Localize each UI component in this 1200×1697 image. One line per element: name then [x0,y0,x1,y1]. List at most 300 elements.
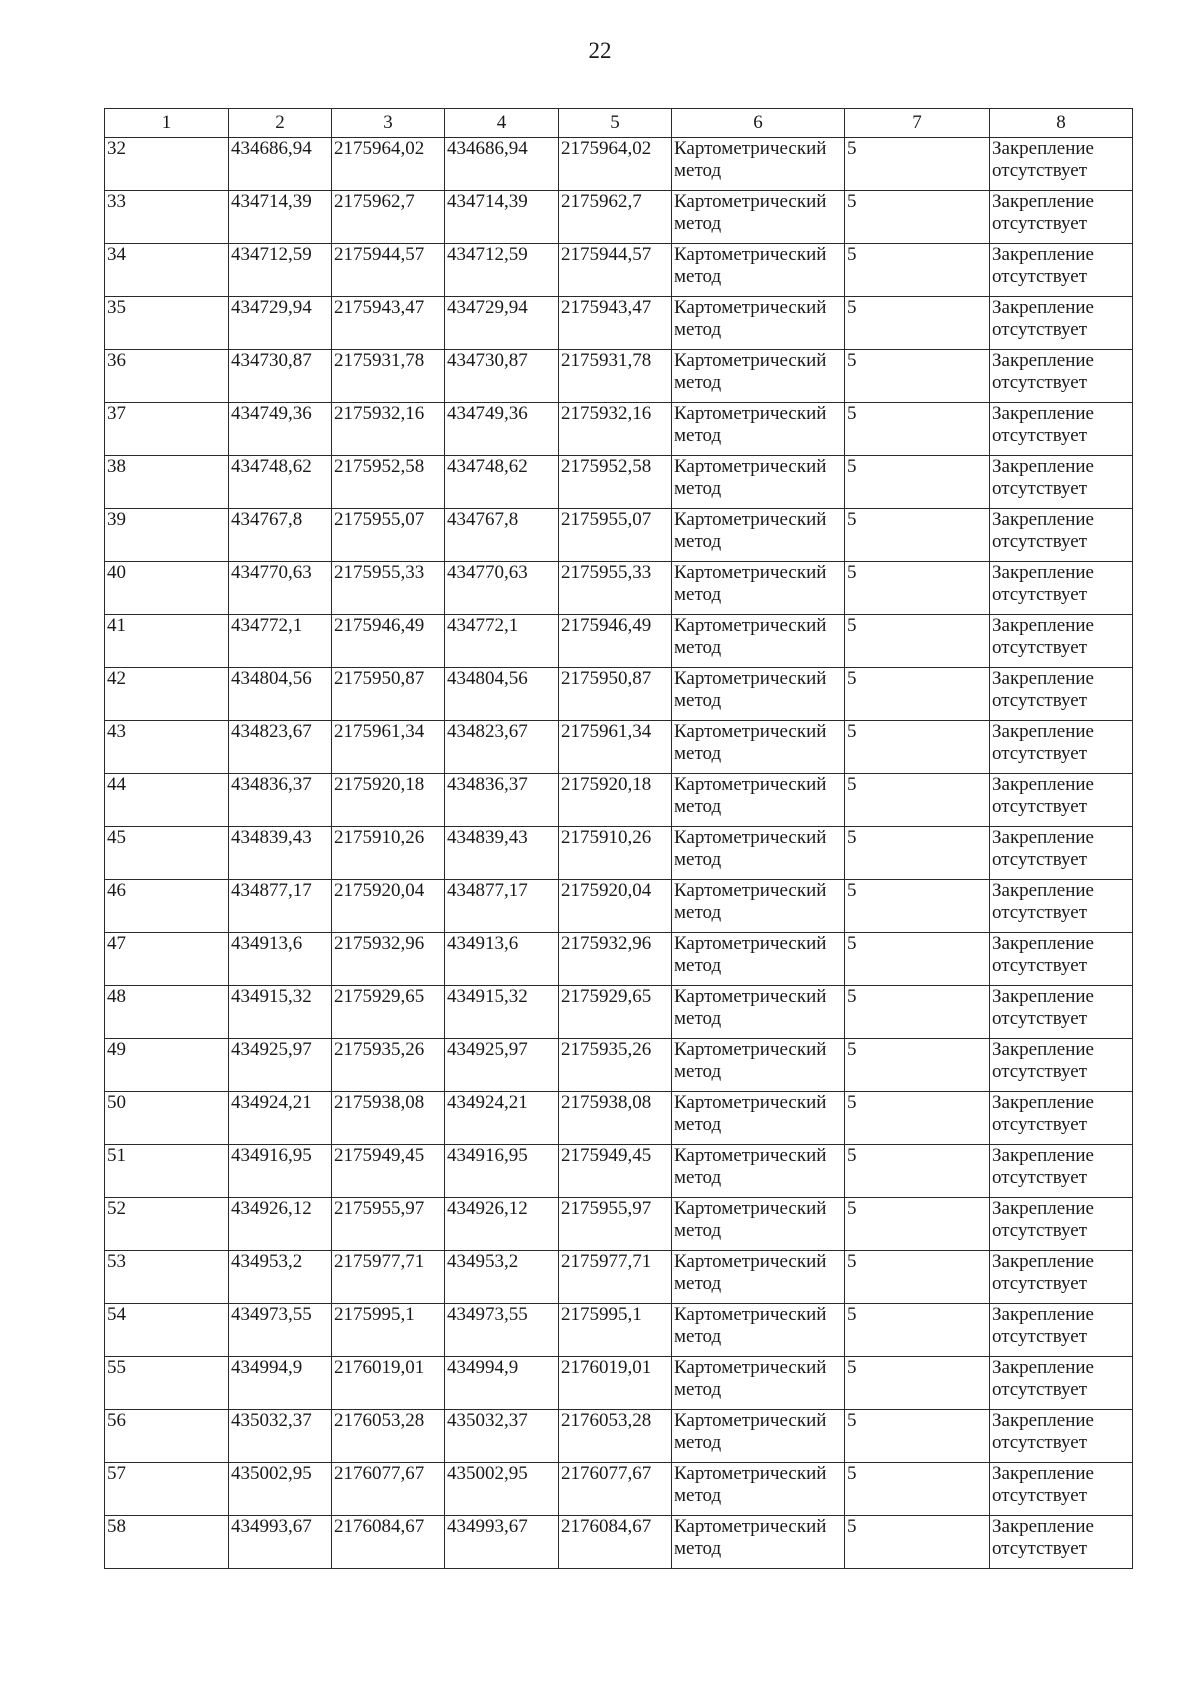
x-cell: 434749,36 [229,403,332,456]
method-cell [672,1516,845,1569]
method-cell [672,668,845,721]
fixing-cell [990,615,1133,668]
y-cell: 2175920,04 [559,880,672,933]
method-text: Картометрический [674,880,827,901]
y-cell: 2175920,04 [332,880,445,933]
method-text: Картометрический [674,191,827,212]
method-cell [672,138,845,191]
method-cell [672,774,845,827]
page-number: 22 [588,38,612,63]
method-text: метод [674,1008,722,1029]
method-text: метод [674,1485,722,1506]
fixing-text: Закрепление [992,986,1094,1007]
fixing-text: Закрепление [992,191,1094,212]
precision-cell: 5 [845,986,990,1039]
x-cell: 434924,21 [229,1092,332,1145]
method-text: Картометрический [674,774,827,795]
fixing-text: отсутствует [992,955,1088,976]
column-header: 6 [672,109,845,138]
x-cell: 434772,1 [445,615,559,668]
y-cell: 2175938,08 [332,1092,445,1145]
method-text: Картометрический [674,933,827,954]
fixing-text: отсутствует [992,902,1088,923]
fixing-text: Закрепление [992,350,1094,371]
x-cell: 434749,36 [445,403,559,456]
method-text: Картометрический [674,456,827,477]
fixing-text: Закрепление [992,721,1094,742]
method-text: Картометрический [674,1145,827,1166]
x-cell: 434926,12 [229,1198,332,1251]
table-row [105,562,1133,615]
fixing-text: отсутствует [992,1432,1088,1453]
x-cell: 434729,94 [229,297,332,350]
x-cell: 434913,6 [229,933,332,986]
table-row [105,1463,1133,1516]
point-number-cell: 37 [105,403,229,456]
method-cell [672,244,845,297]
fixing-cell [990,509,1133,562]
x-cell: 434924,21 [445,1092,559,1145]
y-cell: 2175932,96 [332,933,445,986]
method-text: Картометрический [674,1463,827,1484]
method-text: Картометрический [674,562,827,583]
point-number-cell: 52 [105,1198,229,1251]
table-row [105,986,1133,1039]
fixing-text: Закрепление [992,456,1094,477]
y-cell: 2175944,57 [332,244,445,297]
method-cell [672,827,845,880]
method-cell [672,456,845,509]
fixing-text: Закрепление [992,1092,1094,1113]
method-cell [672,403,845,456]
x-cell: 434770,63 [445,562,559,615]
table-row [105,1251,1133,1304]
table-row [105,138,1133,191]
method-cell [672,1251,845,1304]
x-cell: 434730,87 [229,350,332,403]
precision-cell: 5 [845,1357,990,1410]
precision-cell: 5 [845,827,990,880]
y-cell: 2176019,01 [332,1357,445,1410]
y-cell: 2175955,07 [332,509,445,562]
x-cell: 434712,59 [445,244,559,297]
fixing-cell [990,403,1133,456]
fixing-text: отсутствует [992,743,1088,764]
precision-cell: 5 [845,562,990,615]
method-text: метод [674,425,722,446]
method-cell [672,615,845,668]
fixing-text: Закрепление [992,1357,1094,1378]
y-cell: 2175931,78 [332,350,445,403]
column-header: 2 [229,109,332,138]
y-cell: 2176053,28 [332,1410,445,1463]
x-cell: 434730,87 [445,350,559,403]
table-row [105,1198,1133,1251]
point-number-cell: 38 [105,456,229,509]
method-text: метод [674,319,722,340]
method-text: Картометрический [674,1516,827,1537]
x-cell: 434823,67 [229,721,332,774]
point-number-cell: 39 [105,509,229,562]
x-cell: 434913,6 [445,933,559,986]
method-text: метод [674,690,722,711]
x-cell: 435002,95 [229,1463,332,1516]
method-cell [672,1357,845,1410]
method-cell [672,721,845,774]
fixing-text: Закрепление [992,1145,1094,1166]
x-cell: 434804,56 [229,668,332,721]
table-row [105,1516,1133,1569]
method-cell [672,509,845,562]
fixing-text: отсутствует [992,1326,1088,1347]
y-cell: 2175962,7 [332,191,445,244]
x-cell: 434748,62 [229,456,332,509]
fixing-text: Закрепление [992,1516,1094,1537]
fixing-text: Закрепление [992,1039,1094,1060]
fixing-text: отсутствует [992,372,1088,393]
fixing-text: отсутствует [992,531,1088,552]
method-text: Картометрический [674,1251,827,1272]
point-number-cell: 35 [105,297,229,350]
table-row [105,509,1133,562]
x-cell: 434916,95 [445,1145,559,1198]
method-text: метод [674,213,722,234]
table-body [105,138,1133,1569]
method-cell [672,350,845,403]
point-number-cell: 54 [105,1304,229,1357]
y-cell: 2175943,47 [332,297,445,350]
fixing-cell [990,933,1133,986]
point-number-cell: 51 [105,1145,229,1198]
method-text: Картометрический [674,297,827,318]
method-text: метод [674,160,722,181]
precision-cell: 5 [845,1039,990,1092]
point-number-cell: 33 [105,191,229,244]
method-text: Картометрический [674,1039,827,1060]
y-cell: 2175995,1 [332,1304,445,1357]
y-cell: 2175938,08 [559,1092,672,1145]
fixing-cell [990,1145,1133,1198]
fixing-cell [990,1516,1133,1569]
y-cell: 2175932,96 [559,933,672,986]
point-number-cell: 46 [105,880,229,933]
precision-cell: 5 [845,350,990,403]
method-text: метод [674,955,722,976]
point-number-cell: 32 [105,138,229,191]
precision-cell: 5 [845,1092,990,1145]
fixing-text: Закрепление [992,297,1094,318]
y-cell: 2175955,97 [332,1198,445,1251]
method-text: Картометрический [674,668,827,689]
column-header: 1 [105,109,229,138]
table-row [105,1145,1133,1198]
method-cell [672,880,845,933]
column-header: 5 [559,109,672,138]
x-cell: 434767,8 [445,509,559,562]
x-cell: 434823,67 [445,721,559,774]
fixing-text: Закрепление [992,244,1094,265]
y-cell: 2175950,87 [559,668,672,721]
x-cell: 434714,39 [229,191,332,244]
point-number-cell: 55 [105,1357,229,1410]
x-cell: 434953,2 [229,1251,332,1304]
fixing-text: отсутствует [992,1008,1088,1029]
x-cell: 434686,94 [229,138,332,191]
point-number-cell: 57 [105,1463,229,1516]
table-row [105,350,1133,403]
y-cell: 2175950,87 [332,668,445,721]
column-header: 7 [845,109,990,138]
precision-cell: 5 [845,509,990,562]
precision-cell: 5 [845,668,990,721]
table-row [105,721,1133,774]
fixing-cell [990,986,1133,1039]
point-number-cell: 43 [105,721,229,774]
method-text: Картометрический [674,1304,827,1325]
method-text: метод [674,1273,722,1294]
method-cell [672,1145,845,1198]
fixing-text: Закрепление [992,403,1094,424]
method-cell [672,1463,845,1516]
y-cell: 2175932,16 [559,403,672,456]
method-text: Картометрический [674,244,827,265]
y-cell: 2175910,26 [332,827,445,880]
x-cell: 434915,32 [445,986,559,1039]
x-cell: 434836,37 [229,774,332,827]
method-cell [672,191,845,244]
method-text: Картометрический [674,1410,827,1431]
table-row [105,880,1133,933]
precision-cell: 5 [845,191,990,244]
method-text: метод [674,1538,722,1559]
point-number-cell: 36 [105,350,229,403]
x-cell: 434916,95 [229,1145,332,1198]
precision-cell: 5 [845,1198,990,1251]
y-cell: 2175964,02 [332,138,445,191]
y-cell: 2176077,67 [332,1463,445,1516]
column-header: 8 [990,109,1133,138]
fixing-text: Закрепление [992,1463,1094,1484]
fixing-text: Закрепление [992,1251,1094,1272]
x-cell: 434714,39 [445,191,559,244]
method-text: метод [674,478,722,499]
point-number-cell: 58 [105,1516,229,1569]
method-text: метод [674,796,722,817]
method-text: Картометрический [674,138,827,159]
y-cell: 2175931,78 [559,350,672,403]
method-cell [672,1198,845,1251]
y-cell: 2176084,67 [559,1516,672,1569]
precision-cell: 5 [845,1463,990,1516]
y-cell: 2175946,49 [332,615,445,668]
y-cell: 2175955,07 [559,509,672,562]
point-number-cell: 45 [105,827,229,880]
fixing-cell [990,1304,1133,1357]
fixing-cell [990,668,1133,721]
y-cell: 2175935,26 [559,1039,672,1092]
precision-cell: 5 [845,244,990,297]
y-cell: 2175929,65 [559,986,672,1039]
fixing-text: отсутствует [992,425,1088,446]
fixing-text: Закрепление [992,827,1094,848]
y-cell: 2175949,45 [332,1145,445,1198]
y-cell: 2176019,01 [559,1357,672,1410]
fixing-cell [990,1092,1133,1145]
table-row [105,297,1133,350]
fixing-cell [990,138,1133,191]
method-text: метод [674,1326,722,1347]
fixing-text: отсутствует [992,1114,1088,1135]
y-cell: 2175955,33 [559,562,672,615]
x-cell: 434993,67 [229,1516,332,1569]
coordinates-table [104,108,1133,1569]
fixing-cell [990,562,1133,615]
precision-cell: 5 [845,774,990,827]
fixing-cell [990,456,1133,509]
x-cell: 434994,9 [445,1357,559,1410]
fixing-text: Закрепление [992,1410,1094,1431]
fixing-text: отсутствует [992,1167,1088,1188]
fixing-text: отсутствует [992,849,1088,870]
y-cell: 2175944,57 [559,244,672,297]
fixing-cell [990,244,1133,297]
x-cell: 434729,94 [445,297,559,350]
table-row [105,827,1133,880]
x-cell: 434993,67 [445,1516,559,1569]
method-text: метод [674,1432,722,1453]
method-text: Картометрический [674,615,827,636]
y-cell: 2175943,47 [559,297,672,350]
table-row [105,403,1133,456]
x-cell: 434686,94 [445,138,559,191]
method-text: метод [674,743,722,764]
point-number-cell: 50 [105,1092,229,1145]
fixing-text: отсутствует [992,584,1088,605]
y-cell: 2175935,26 [332,1039,445,1092]
x-cell: 434836,37 [445,774,559,827]
method-text: Картометрический [674,350,827,371]
precision-cell: 5 [845,456,990,509]
y-cell: 2175962,7 [559,191,672,244]
table-row [105,668,1133,721]
precision-cell: 5 [845,880,990,933]
fixing-text: отсутствует [992,1379,1088,1400]
method-text: метод [674,902,722,923]
method-text: метод [674,637,722,658]
table-row [105,1039,1133,1092]
fixing-cell [990,827,1133,880]
precision-cell: 5 [845,615,990,668]
fixing-text: отсутствует [992,266,1088,287]
y-cell: 2175949,45 [559,1145,672,1198]
x-cell: 434712,59 [229,244,332,297]
y-cell: 2175932,16 [332,403,445,456]
x-cell: 434804,56 [445,668,559,721]
method-cell [672,1039,845,1092]
fixing-text: отсутствует [992,637,1088,658]
fixing-text: отсутствует [992,690,1088,711]
method-text: метод [674,1167,722,1188]
y-cell: 2175955,97 [559,1198,672,1251]
precision-cell: 5 [845,1145,990,1198]
method-text: Картометрический [674,986,827,1007]
precision-cell: 5 [845,933,990,986]
fixing-text: отсутствует [992,1220,1088,1241]
x-cell: 435032,37 [229,1410,332,1463]
table-row [105,244,1133,297]
table-row [105,1304,1133,1357]
precision-cell: 5 [845,1304,990,1357]
precision-cell: 5 [845,403,990,456]
method-text: метод [674,1061,722,1082]
fixing-text: отсутствует [992,1061,1088,1082]
point-number-cell: 40 [105,562,229,615]
column-header: 3 [332,109,445,138]
fixing-cell [990,1198,1133,1251]
method-text: Картометрический [674,1357,827,1378]
fixing-cell [990,1410,1133,1463]
point-number-cell: 48 [105,986,229,1039]
table-row [105,191,1133,244]
x-cell: 434925,97 [229,1039,332,1092]
x-cell: 434839,43 [445,827,559,880]
precision-cell: 5 [845,721,990,774]
table-row [105,1410,1133,1463]
y-cell: 2175964,02 [559,138,672,191]
x-cell: 434973,55 [229,1304,332,1357]
fixing-text: Закрепление [992,615,1094,636]
method-text: Картометрический [674,827,827,848]
table-row [105,456,1133,509]
method-cell [672,986,845,1039]
method-text: Картометрический [674,509,827,530]
method-text: метод [674,372,722,393]
precision-cell: 5 [845,1516,990,1569]
fixing-cell [990,191,1133,244]
x-cell: 434926,12 [445,1198,559,1251]
x-cell: 434953,2 [445,1251,559,1304]
y-cell: 2175961,34 [559,721,672,774]
y-cell: 2175910,26 [559,827,672,880]
table-row [105,615,1133,668]
fixing-text: Закрепление [992,509,1094,530]
y-cell: 2175952,58 [332,456,445,509]
y-cell: 2175946,49 [559,615,672,668]
method-cell [672,1410,845,1463]
method-cell [672,297,845,350]
x-cell: 434877,17 [445,880,559,933]
point-number-cell: 56 [105,1410,229,1463]
y-cell: 2175961,34 [332,721,445,774]
y-cell: 2176053,28 [559,1410,672,1463]
method-text: метод [674,584,722,605]
precision-cell: 5 [845,297,990,350]
method-text: Картометрический [674,721,827,742]
fixing-text: Закрепление [992,1198,1094,1219]
x-cell: 434877,17 [229,880,332,933]
point-number-cell: 49 [105,1039,229,1092]
x-cell: 434973,55 [445,1304,559,1357]
y-cell: 2175977,71 [559,1251,672,1304]
fixing-text: отсутствует [992,478,1088,499]
fixing-text: Закрепление [992,138,1094,159]
method-text: метод [674,531,722,552]
point-number-cell: 44 [105,774,229,827]
method-cell [672,1092,845,1145]
x-cell: 434915,32 [229,986,332,1039]
point-number-cell: 34 [105,244,229,297]
method-cell [672,933,845,986]
